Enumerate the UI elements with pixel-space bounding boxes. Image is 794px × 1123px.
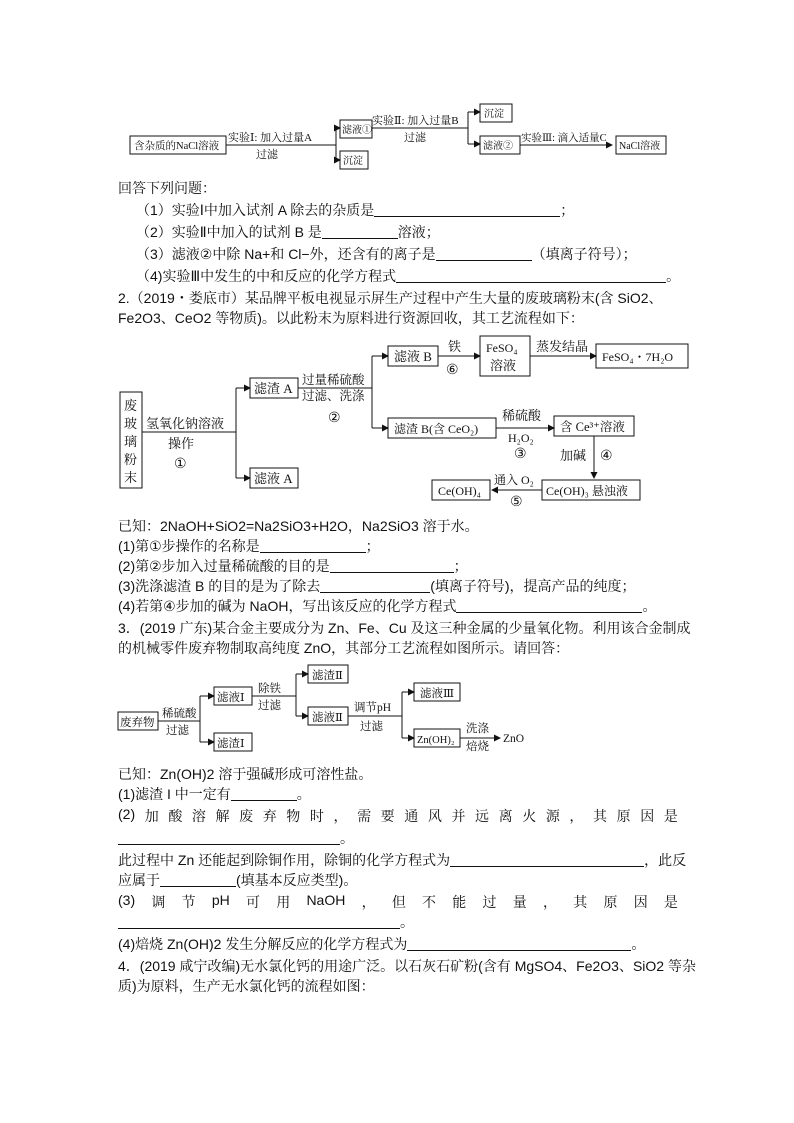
q3-item-2-word: 原 — [616, 808, 631, 824]
q3-item-1: (1)滤渣 I 中一定有 。 — [118, 786, 311, 802]
flow1-step1-top: 实验Ⅰ: 加入过量A — [228, 132, 313, 144]
q3-item-3 — [118, 892, 678, 912]
q3-item-2-word: 要 — [380, 808, 395, 824]
flow3-op1-bottom: 过滤 — [166, 725, 189, 737]
flow-diagram-2 — [118, 332, 698, 512]
q3-answer-blank-4[interactable] — [160, 872, 236, 887]
flow2-h2o2: H₂O₂ — [508, 431, 534, 445]
flow3-op2-top: 除铁 — [258, 683, 281, 695]
q2-known: 已知：2NaOH+SiO2=Na2SiO3+H2O，Na2SiO3 溶于水。 — [118, 518, 479, 534]
q1-intro: 回答下列问题： — [118, 180, 216, 196]
flow-diagram-1 — [128, 100, 668, 175]
q3-item-2-extra-1: 此过程中 Zn 还能起到除铜作用，除铜的化学方程式为 ，此反 — [118, 852, 687, 868]
q1-item-4-text: （4)实验Ⅲ中发生的中和反应的化学方程式 — [136, 268, 397, 284]
flow1-end: NaCl溶液 — [619, 141, 661, 152]
flow2-op1-num: ① — [174, 457, 187, 472]
q3-item-3-word: NaOH — [306, 892, 346, 908]
q3-known: 已知：Zn(OH)2 溶于强碱形成可溶性盐。 — [118, 766, 373, 782]
q2-item-3: (3)洗涤滤渣 B 的目的是为了除去 (填离子符号)，提高产品的纯度； — [118, 578, 636, 594]
q1-answer-blank-1[interactable] — [374, 202, 560, 217]
flow2-feso4-bottom: 溶液 — [490, 358, 517, 373]
q3-item-3-word: 不 — [422, 894, 437, 910]
flow3-op3-bottom: 过滤 — [360, 721, 383, 733]
flow2-acid: 稀硫酸 — [502, 408, 542, 423]
flow1-filtrate1: 滤液① — [342, 125, 372, 136]
flow3-op2-bottom: 过滤 — [258, 700, 281, 712]
q3-item-3-word: 调 — [151, 894, 166, 910]
q3-item-4-text: (4)焙烧 Zn(OH)2 发生分解反应的化学方程式为 — [118, 936, 408, 952]
q3-answer-blank-3[interactable] — [450, 852, 644, 867]
flow3-residue1: 滤渣Ⅰ — [217, 738, 245, 750]
q1-item-1: （1）实验Ⅰ中加入试剂 A 除去的杂质是 ； — [136, 202, 575, 218]
flow1-step2-top: 实验Ⅱ: 加入过量B — [372, 115, 459, 127]
q2-item-2: (2)第②步加入过量稀硫酸的目的是 ； — [118, 558, 468, 574]
q3-item-2-word: 物 — [286, 808, 301, 824]
q3-item-2-word: ， — [333, 808, 348, 824]
q3-item-3-word: 是 — [663, 894, 678, 910]
flow2-ce-oh3: Ce(OH)₃ 悬浊液 — [546, 484, 628, 498]
q3-item-2-word: 远 — [475, 808, 490, 824]
q3-item-3-word: 原 — [603, 894, 618, 910]
q3-answer-blank-1[interactable] — [231, 786, 297, 801]
q2-item-1-text: (1)第①步操作的名称是 — [118, 538, 260, 554]
q3-stem-line-2: 的机械零件废弃物制取高纯度 ZnO，其部分工艺流程如图所示。请回答： — [118, 640, 570, 656]
flow2-residueA: 滤渣 A — [254, 381, 293, 396]
q3-item-2-extra-2: 应属于 (填基本反应类型)。 — [118, 872, 358, 888]
flow3-op1-top: 稀硫酸 — [162, 708, 197, 720]
q3-item-3-word: 用 — [276, 894, 291, 910]
q2-item-4: (4)若第④步加的碱为 NaOH，写出该反应的化学方程式 。 — [118, 598, 657, 614]
flow2-start-char-2: 玻 — [124, 416, 138, 431]
flow3-znoh2: Zn(OH)₂ — [417, 735, 455, 746]
q3-item-2-word: 并 — [451, 808, 466, 824]
q3-item-3-word: pH — [211, 892, 230, 908]
flow2-iron: 铁 — [448, 339, 462, 354]
flow2-filtrateA: 滤液 A — [254, 471, 293, 486]
flow2-num4: ④ — [600, 449, 613, 464]
flow1-precip1: 沉淀 — [343, 156, 363, 167]
q3-item-3-word: ， — [361, 894, 376, 910]
q3-item-1-text: (1)滤渣 I 中一定有 — [118, 786, 231, 802]
q3-item-2-word: 风 — [427, 808, 442, 824]
q2-answer-blank-3[interactable] — [320, 578, 430, 593]
flow3-residue2: 滤渣Ⅱ — [312, 670, 343, 682]
flow2-evap: 蒸发结晶 — [536, 339, 589, 354]
q3-item-3-answer: 。 — [118, 912, 414, 932]
flow3-op3-top: 调节pH — [354, 702, 392, 714]
q3-item-2-word: 其 — [593, 808, 607, 824]
q2-item-1: (1)第①步操作的名称是 ； — [118, 538, 380, 554]
q3-item-3-word: 节 — [181, 894, 196, 910]
flow2-product: FeSO₄・7H₂O — [602, 350, 674, 364]
flow2-num3: ③ — [514, 447, 527, 462]
flow1-precip2: 沉淀 — [484, 109, 504, 120]
q3-item-4: (4)焙烧 Zn(OH)2 发生分解反应的化学方程式为 。 — [118, 936, 646, 952]
flow3-filtrate2: 滤液Ⅱ — [312, 712, 343, 724]
q3-item-2-word: 离 — [498, 808, 513, 824]
flow1-start: 含杂质的NaCl溶液 — [134, 141, 220, 152]
q3-item-2-word: 是 — [663, 808, 678, 824]
q3-item-3-word: (3) — [118, 892, 136, 908]
flow3-op4-top: 洗涤 — [466, 723, 489, 735]
flow2-op2-top: 过量稀硫酸 — [302, 373, 365, 387]
flow3-filtrate3: 滤液Ⅲ — [420, 688, 455, 700]
q3-item-2-word: ， — [569, 808, 584, 824]
q3-item-2-word: 废 — [239, 808, 254, 824]
flow1-step2-bottom: 过滤 — [404, 132, 426, 144]
flow-diagram-3 — [114, 660, 554, 760]
flow1-step1-bottom: 过滤 — [256, 149, 278, 161]
flow2-o2: 通入 O₂ — [494, 473, 534, 487]
q3-item-3-word: 过 — [482, 894, 497, 910]
q2-answer-blank-1[interactable] — [260, 538, 366, 553]
q3-item-3-word: 其 — [573, 894, 588, 910]
q1-item-3-text: （3）滤液②中除 Na+和 Cl−外，还含有的离子是 — [136, 246, 436, 262]
q3-stem-line-1: 3．(2019 广东)某合金主要成分为 Zn、Fe、Cu 及这三种金属的少量氧化物。利用该合金制成 — [118, 620, 691, 636]
q1-item-1-text: （1）实验Ⅰ中加入试剂 A 除去的杂质是 — [136, 202, 375, 218]
q2-answer-blank-4[interactable] — [456, 598, 642, 613]
flow3-op4-bottom: 焙烧 — [466, 741, 489, 753]
flow2-op1-mid: 操作 — [168, 436, 195, 451]
q3-item-3-word: 量 — [512, 894, 527, 910]
flow2-start-char-1: 废 — [124, 398, 138, 413]
q1-item-2-text: （2）实验Ⅱ中加入的试剂 B 是 — [136, 224, 322, 240]
q2-item-2-text: (2)第②步加入过量稀硫酸的目的是 — [118, 558, 330, 574]
q2-stem-line-1: 2.（2019・娄底市）某品牌平板电视显示屏生产过程中产生大量的废玻璃粉末(含 SiO2、 — [118, 290, 663, 306]
q3-item-2-word: (2) — [118, 806, 136, 822]
q4-stem-line-1: 4．(2019 咸宁改编)无水氯化钙的用途广泛。以石灰石矿粉(含有 MgSO4、Fe2O3、SiO2 等杂 — [118, 958, 696, 974]
flow2-feso4-top: FeSO₄ — [486, 341, 518, 355]
q1-item-3: （3）滤液②中除 Na+和 Cl−外，还含有的离子是 （填离子符号）； — [136, 246, 637, 262]
flow2-ce-solution: 含 Ce³⁺溶液 — [560, 420, 625, 434]
q1-answer-blank-3[interactable] — [436, 246, 532, 261]
q3-item-2-word: 加 — [144, 808, 159, 824]
q2-item-3-text: (3)洗涤滤渣 B 的目的是为了除去 — [118, 578, 321, 594]
flow2-base: 加碱 — [560, 448, 587, 463]
q3-answer-blank-5[interactable] — [118, 914, 400, 929]
q3-item-3-word: 能 — [452, 894, 467, 910]
flow2-num6: ⑥ — [446, 363, 459, 378]
q3-item-2-word: 源 — [545, 808, 560, 824]
q3-item-2-word: 解 — [215, 808, 230, 824]
q1-item-2: （2）实验Ⅱ中加入的试剂 B 是 溶液； — [136, 224, 440, 240]
flow2-op2-num: ② — [328, 411, 341, 426]
q3-item-3-word: 但 — [391, 894, 406, 910]
q3-item-2-word: 通 — [404, 808, 419, 824]
flow2-num5: ⑤ — [510, 495, 523, 510]
q3-item-2-word: 因 — [640, 808, 655, 824]
q3-item-3-word: 可 — [245, 894, 260, 910]
q3-item-2-word: 溶 — [191, 808, 206, 824]
flow2-filtrateB: 滤液 B — [394, 349, 432, 364]
q1-item-4: （4)实验Ⅲ中发生的中和反应的化学方程式 。 — [136, 268, 681, 284]
flow1-step3: 实验Ⅲ: 滴入适量C — [521, 133, 607, 144]
q3-answer-blank-6[interactable] — [407, 936, 631, 951]
q3-item-2-word: 酸 — [168, 808, 183, 824]
q3-item-3-word: ， — [542, 894, 557, 910]
q3-item-2-word: 时 — [309, 808, 324, 824]
flow2-residueB: 滤渣 B(含 CeO₂) — [394, 422, 479, 436]
flow2-op2-mid: 过滤、洗涤 — [302, 389, 365, 403]
flow3-filtrate1: 滤液Ⅰ — [217, 692, 245, 704]
q3-item-2-answer: 。 — [118, 828, 354, 848]
flow2-start-char-4: 粉 — [124, 452, 138, 467]
flow3-start: 废弃物 — [120, 717, 155, 729]
q2-stem-line-2: Fe2O3、CeO2 等物质)。以此粉末为原料进行资源回收，其工艺流程如下： — [118, 310, 584, 326]
q4-stem-line-2: 质)为原料，生产无水氯化钙的流程如图： — [118, 978, 375, 994]
q1-answer-blank-4[interactable] — [396, 268, 666, 283]
q3-item-2 — [118, 806, 678, 826]
flow2-start-char-5: 末 — [124, 470, 138, 485]
flow1-filtrate2: 滤液② — [483, 141, 513, 152]
q3-item-2-word: 弃 — [262, 808, 277, 824]
flow3-zno: ZnO — [503, 733, 525, 745]
q3-item-3-word: 因 — [633, 894, 648, 910]
q3-answer-blank-2[interactable] — [118, 830, 340, 845]
q3-item-2-word: 火 — [522, 808, 537, 824]
q2-answer-blank-2[interactable] — [330, 558, 454, 573]
flow2-op1-top: 氢氧化钠溶液 — [146, 416, 225, 431]
flow2-start-char-3: 璃 — [124, 434, 138, 449]
q1-answer-blank-2[interactable] — [322, 224, 398, 239]
flow2-ce-oh4: Ce(OH)₄ — [438, 484, 481, 498]
q3-item-2-word: 需 — [357, 808, 372, 824]
q2-item-4-text: (4)若第④步加的碱为 NaOH，写出该反应的化学方程式 — [118, 598, 457, 614]
